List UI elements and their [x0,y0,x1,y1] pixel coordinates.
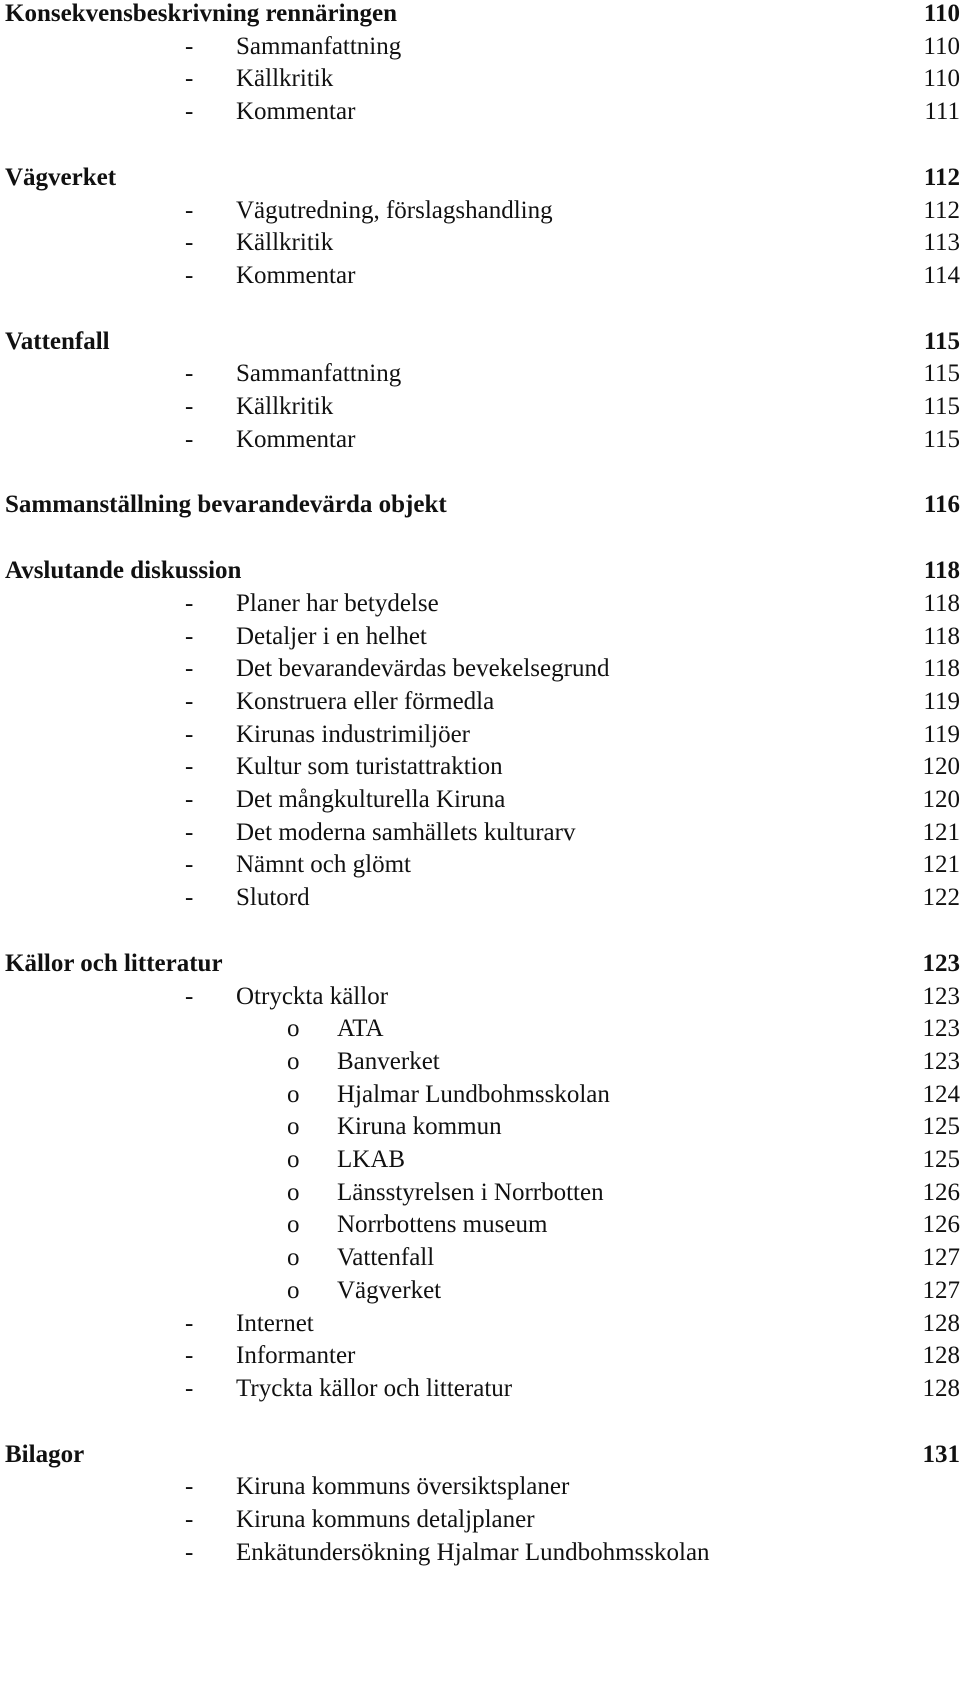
toc-entry [0,1536,960,1570]
toc-section-heading [0,161,960,195]
subentry-title: Vägverket [337,1276,442,1304]
dash-marker: - [185,1538,194,1566]
page-number: 118 [923,655,960,683]
page-number: 123 [922,1015,960,1043]
toc-subentry [0,1110,960,1144]
dash-marker: - [185,65,194,93]
dash-marker: - [185,98,194,126]
page-number: 112 [923,196,960,224]
page-number: 126 [922,1178,960,1206]
dash-marker: - [185,786,194,813]
toc-entry [0,1503,960,1537]
toc-section-heading [0,947,960,981]
page-number: 118 [923,622,960,650]
dash-marker: - [185,622,194,650]
dash-marker: - [185,687,194,715]
entry-title: Källkritik [236,229,334,257]
toc-subentry [0,1208,960,1242]
circle-bullet-marker: o [287,1080,300,1108]
dash-marker: - [185,229,194,257]
section-title: Konsekvensbeskrivning rennäringen [5,0,397,27]
page-number: 114 [923,261,960,289]
entry-title: Internet [236,1309,314,1337]
toc-entry [0,620,960,654]
page-number: 110 [923,0,960,27]
subentry-title: Kiruna kommun [337,1113,502,1141]
page-number: 131 [922,1440,960,1468]
section-title: Vattenfall [5,327,110,355]
dash-marker: - [185,1506,194,1533]
dash-marker: - [185,720,194,748]
toc-entry [0,783,960,817]
dash-marker: - [185,1374,194,1402]
page-number: 122 [922,884,960,912]
toc-entry [0,95,960,129]
dash-marker: - [185,851,194,879]
dash-marker: - [185,1342,194,1370]
toc-entry [0,1470,960,1504]
page-number: 115 [923,425,960,453]
page-number: 125 [922,1146,960,1173]
toc-section-heading [0,488,960,522]
entry-title: Sammanfattning [236,360,402,388]
circle-bullet-marker: o [287,1015,300,1043]
page-number: 125 [922,1113,960,1141]
page-number: 118 [923,589,960,617]
toc-entry [0,423,960,457]
dash-marker: - [185,32,194,60]
dash-marker: - [185,196,194,224]
toc-entry [0,685,960,719]
toc-subentry [0,1274,960,1308]
subentry-title: LKAB [337,1146,406,1173]
page-number: 123 [922,1047,960,1075]
toc-section-heading [0,554,960,588]
toc-subentry [0,1176,960,1210]
subentry-title: Banverket [337,1047,440,1075]
dash-marker: - [185,360,194,388]
dash-marker: - [185,753,194,781]
subentry-title: ATA [337,1015,384,1043]
entry-title: Kirunas industrimiljöer [236,720,470,748]
circle-bullet-marker: o [287,1276,300,1304]
dash-marker: - [185,261,194,289]
toc-subentry [0,1045,960,1079]
toc-entry [0,587,960,621]
entry-title: Det mångkulturella Kiruna [236,786,506,813]
circle-bullet-marker: o [287,1146,300,1173]
toc-entry [0,30,960,64]
entry-title: Kultur som turistattraktion [236,753,503,781]
toc-entry [0,980,960,1014]
page-number: 128 [922,1342,960,1370]
subentry-title: Norrbottens museum [337,1211,548,1239]
section-title: Källor och litteratur [5,949,223,977]
toc-entry [0,848,960,882]
dash-marker: - [185,818,194,846]
page-number: 126 [922,1211,960,1239]
toc-section-heading [0,0,960,31]
page-number: 121 [922,851,960,879]
toc-entry [0,259,960,293]
page-number: 121 [922,818,960,846]
page-number: 115 [923,360,960,388]
entry-title: Kommentar [236,261,356,289]
section-title: Sammanställning bevarandevärda objekt [5,491,447,519]
dash-marker: - [185,884,194,912]
entry-title: Detaljer i en helhet [236,622,427,650]
dash-marker: - [185,982,194,1010]
toc-subentry [0,1012,960,1046]
page-number: 116 [923,491,960,519]
toc-entry [0,1339,960,1373]
subentry-title: Hjalmar Lundbohmsskolan [337,1080,610,1108]
page-number: 120 [922,753,960,781]
page-number: 110 [923,32,960,60]
entry-title: Det moderna samhällets kulturarv [236,818,576,846]
page-number: 115 [923,393,960,420]
circle-bullet-marker: o [287,1178,300,1206]
entry-title: Planer har betydelse [236,589,439,617]
toc-entry [0,750,960,784]
page-number: 128 [922,1309,960,1337]
section-title: Avslutande diskussion [5,557,242,585]
page-number: 118 [923,557,960,585]
dash-marker: - [185,1473,194,1501]
toc-entry [0,357,960,391]
toc-entry [0,718,960,752]
entry-title: Det bevarandevärdas bevekelsegrund [236,655,610,683]
page-number: 119 [923,687,960,715]
entry-title: Kommentar [236,425,356,453]
dash-marker: - [185,655,194,683]
page-number: 124 [922,1080,960,1108]
dash-marker: - [185,589,194,617]
entry-title: Källkritik [236,393,334,420]
toc-entry [0,652,960,686]
page-number: 123 [922,982,960,1010]
page-number: 110 [923,65,960,93]
page-number: 113 [923,229,960,257]
entry-title: Otryckta källor [236,982,389,1010]
page-number: 112 [923,163,960,191]
dash-marker: - [185,425,194,453]
entry-title: Informanter [236,1342,356,1370]
dash-marker: - [185,1309,194,1337]
entry-title: Slutord [236,884,310,912]
toc-subentry [0,1241,960,1275]
entry-title: Kommentar [236,98,356,126]
page-number: 127 [922,1276,960,1304]
entry-title: Kiruna kommuns detaljplaner [236,1506,535,1533]
entry-title: Konstruera eller förmedla [236,687,495,715]
page-number: 120 [922,786,960,813]
page-number: 119 [923,720,960,748]
section-title: Vägverket [5,163,117,191]
toc-entry [0,1372,960,1406]
toc-entry [0,816,960,850]
entry-title: Vägutredning, förslagshandling [236,196,553,224]
page-number: 123 [922,949,960,977]
entry-title: Nämnt och glömt [236,851,411,879]
toc-entry [0,226,960,260]
entry-title: Tryckta källor och litteratur [236,1374,513,1402]
toc-entry [0,62,960,96]
page-number: 127 [922,1244,960,1272]
circle-bullet-marker: o [287,1211,300,1239]
toc-entry [0,390,960,424]
toc-entry [0,881,960,915]
subentry-title: Länsstyrelsen i Norrbotten [337,1178,604,1206]
entry-title: Källkritik [236,65,334,93]
toc-subentry [0,1078,960,1112]
page-number: 111 [924,98,960,126]
toc-section-heading [0,325,960,359]
toc-entry [0,194,960,228]
dash-marker: - [185,393,194,420]
entry-title: Sammanfattning [236,32,402,60]
toc-entry [0,1307,960,1341]
circle-bullet-marker: o [287,1113,300,1141]
toc-subentry [0,1143,960,1177]
entry-title: Enkätundersökning Hjalmar Lundbohmsskolan [236,1538,710,1566]
circle-bullet-marker: o [287,1244,300,1272]
page-number: 115 [923,327,960,355]
entry-title: Kiruna kommuns översiktsplaner [236,1473,570,1501]
subentry-title: Vattenfall [337,1244,435,1272]
circle-bullet-marker: o [287,1047,300,1075]
toc-section-heading [0,1438,960,1472]
section-title: Bilagor [5,1440,85,1468]
page-number: 128 [922,1374,960,1402]
